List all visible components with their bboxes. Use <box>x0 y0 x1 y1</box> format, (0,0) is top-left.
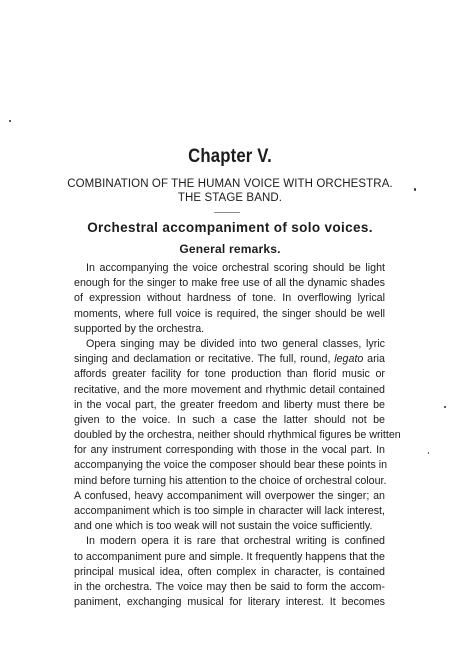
text-line: in the orchestra. The voice may then be said to form the accom- <box>74 580 385 593</box>
text-line: enough for the singer to make free use of all the dynamic shades <box>74 277 385 290</box>
ornamental-divider <box>214 212 240 213</box>
text-line: recitative, and the more movement and rhythmic detail contained <box>74 383 385 396</box>
italic-term: legato <box>334 353 364 366</box>
text-line: affords greater facility for tone production than florid music or <box>74 368 385 381</box>
chapter-title: Chapter V. <box>188 146 272 167</box>
text-line: for any instrument corresponding with those in the vocal part. In <box>74 444 385 457</box>
text-line: A confused, heavy accompaniment will overpower the singer; an <box>74 489 385 502</box>
text-line: and one which is too weak will not sustain the voice sufficiently. <box>74 520 373 533</box>
subsection-heading: General remarks. <box>179 242 281 256</box>
text-line: mind before turning his attention to the choice of orchestral colour. <box>74 474 387 487</box>
text-line: principal musical idea, often complex in character, is contained <box>74 565 385 578</box>
scan-speck <box>444 406 446 408</box>
text-line: In accompanying the voice orchestral scoring should be light <box>86 262 385 274</box>
body-text <box>74 261 401 610</box>
text-line: to accompaniment pure and simple. It frequently happens that the <box>74 550 385 563</box>
text-line: supported by the orchestra. <box>74 322 205 335</box>
text-line: In modern opera it is rare that orchestral writing is confined <box>86 535 385 548</box>
chapter-subtitle-line: THE STAGE BAND. <box>177 192 283 204</box>
text-line: singing and declamation or recitative. The full, round, legato aria <box>74 353 385 366</box>
text-line: paniment, exchanging musical for literary interest. It becomes <box>74 596 385 609</box>
text-line: Opera singing may be divided into two general classes, lyric <box>86 337 385 350</box>
text-line: accompaniment which is too simple in character will lack interest, <box>74 505 385 517</box>
text-line: of expression without hardness of tone. In overflowing lyrical <box>74 292 385 305</box>
text-line: moments, where full voice is required, the singer should be well <box>74 307 385 320</box>
text-line: in the vocal part, the greater freedom and liberty must there be <box>74 398 385 411</box>
text-line: accompanying the voice the composer should bear these points in <box>74 459 388 472</box>
scan-speck <box>428 452 429 454</box>
text-line: given to the voice. In such a case the latter should not be <box>74 413 385 426</box>
chapter-subtitle-line: COMBINATION OF THE HUMAN VOICE WITH ORCHESTRA. <box>67 178 393 190</box>
section-heading: Orchestral accompaniment of solo voices. <box>87 220 373 235</box>
text-line: doubled by the orchestra, neither should rhythmical figures be written <box>74 429 401 442</box>
scan-speck <box>9 120 11 122</box>
